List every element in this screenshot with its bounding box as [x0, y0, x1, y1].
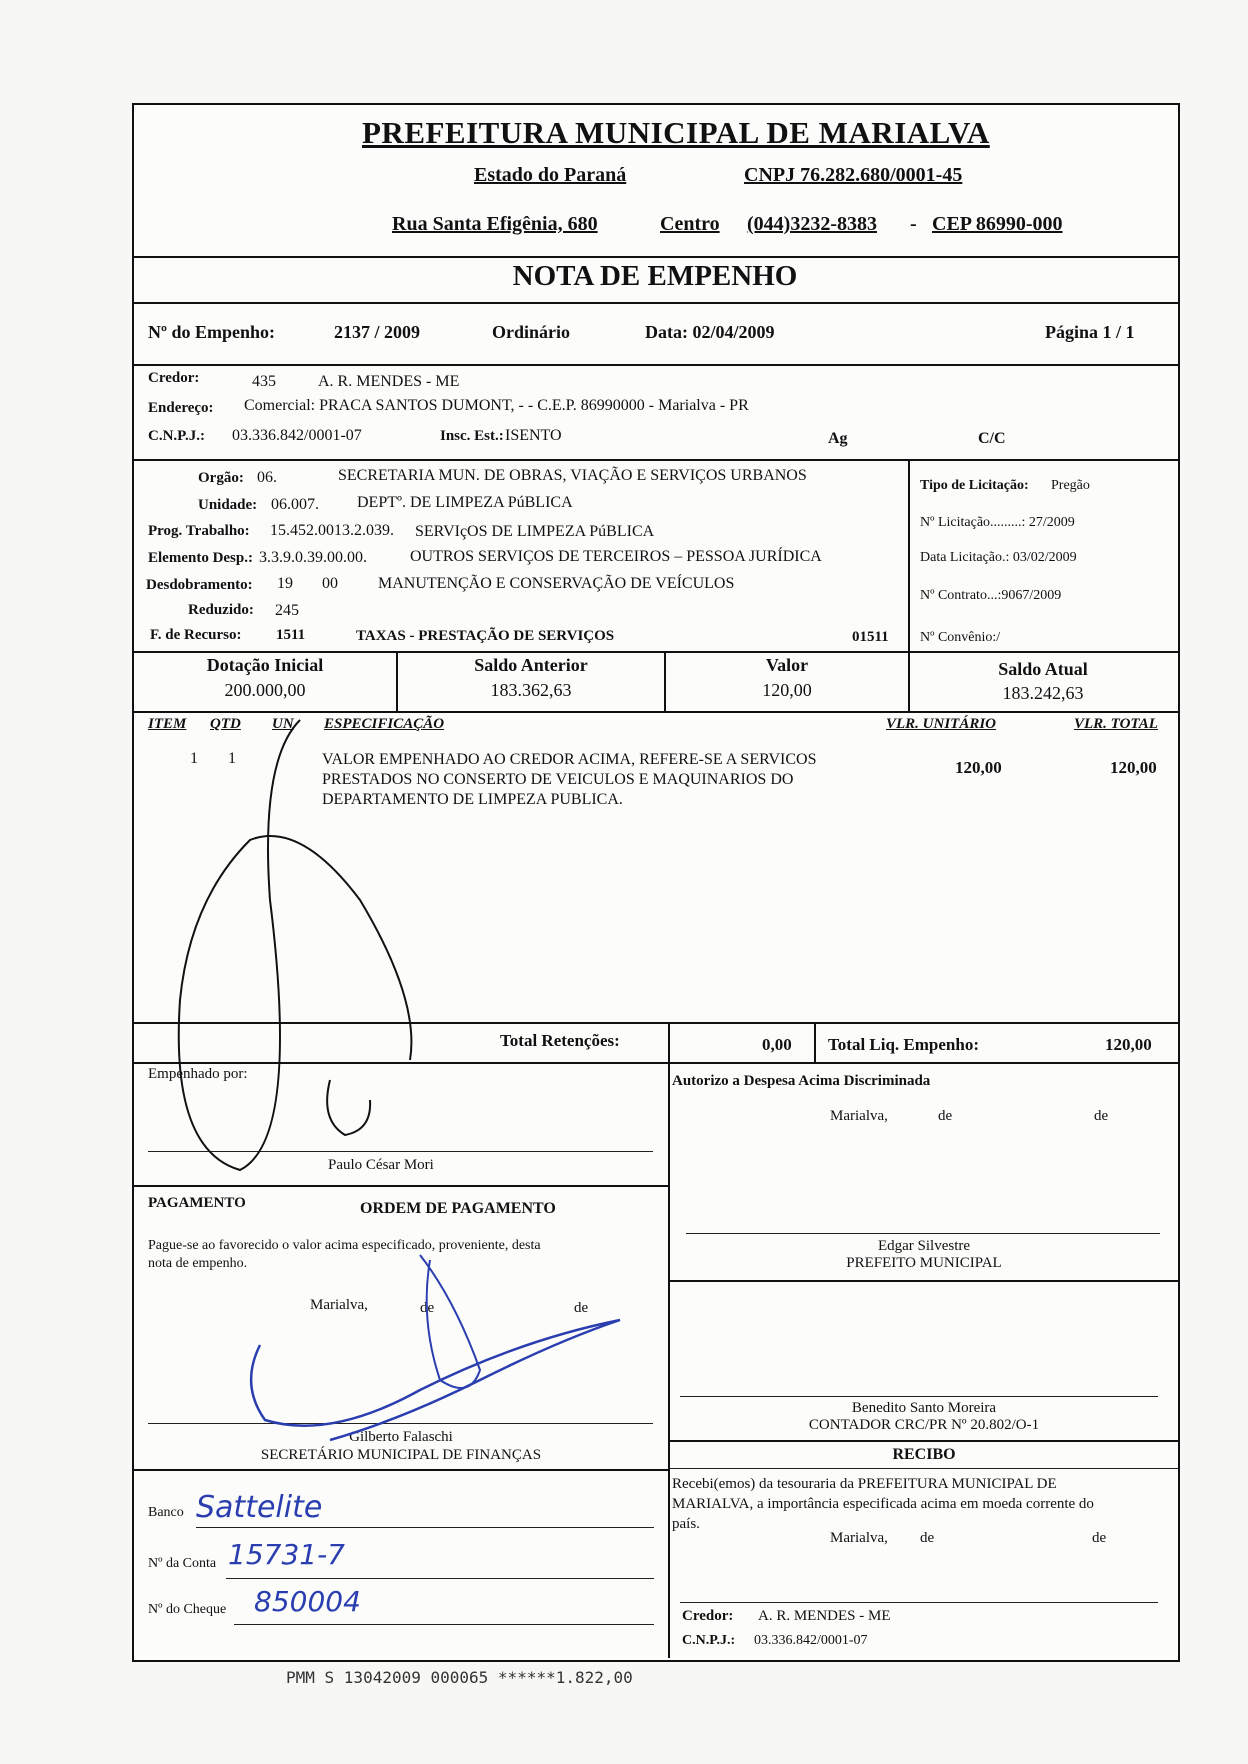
pagamento-text-1: Pague-se ao favorecido o valor acima especificado, proveniente, desta — [148, 1238, 541, 1253]
col-item: ITEM — [148, 716, 187, 732]
prefeito-role: PREFEITO MUNICIPAL — [846, 1255, 1002, 1271]
orgao-name: SECRETARIA MUN. DE OBRAS, VIAÇÃO E SERVIÇOS URBANOS — [338, 467, 807, 484]
saldo-atual-label: Saldo Atual — [998, 659, 1088, 679]
credor-label: Credor: — [148, 370, 200, 386]
table-row-item: 1 — [190, 750, 198, 767]
pagamento-city: Marialva, — [310, 1297, 368, 1313]
numero-convenio: Nº Convênio:/ — [920, 630, 1001, 645]
empenho-number: 2137 / 2009 — [334, 322, 421, 342]
empenho-label: Nº do Empenho: — [148, 322, 275, 342]
credor-code: 435 — [252, 373, 276, 390]
banco-label: Banco — [148, 1505, 184, 1520]
recibo-credor-name: A. R. MENDES - ME — [758, 1608, 891, 1624]
col-vlr-total: VLR. TOTAL — [1074, 716, 1158, 732]
recibo-text-2: MARIALVA, a importância especificada acima em moeda corrente do — [672, 1496, 1094, 1512]
contador-role: CONTADOR CRC/PR Nº 20.802/O-1 — [808, 1417, 1040, 1433]
recibo-credor-label: Credor: — [682, 1608, 734, 1624]
col-qtd: QTD — [210, 716, 241, 732]
recibo-label: RECIBO — [892, 1446, 956, 1463]
desd-name: MANUTENÇÃO E CONSERVAÇÃO DE VEÍCULOS — [378, 575, 735, 592]
state-label: Estado do Paraná — [474, 164, 627, 186]
secretario-name: Gilberto Falaschi — [349, 1429, 453, 1445]
reduzido-value: 245 — [275, 602, 299, 619]
total-retencoes-value: 0,00 — [762, 1035, 792, 1054]
total-liquido-value: 120,00 — [1105, 1035, 1152, 1054]
recibo-city: Marialva, — [830, 1530, 888, 1546]
dotacao-label: Dotação Inicial — [206, 655, 324, 675]
dotacao-value: 200.000,00 — [224, 680, 306, 700]
page-number: Página 1 / 1 — [1045, 322, 1135, 342]
spec-line-2: PRESTADOS NO CONSERTO DE VEICULOS E MAQUINARIOS DO — [322, 771, 794, 788]
cheque-handwritten: 850004 — [254, 1585, 361, 1618]
col-especificacao: ESPECIFICAÇÃO — [324, 716, 445, 732]
orgao-label: Orgão: — [198, 470, 244, 486]
header-dash: - — [910, 213, 917, 235]
table-row-total-value: 120,00 — [1110, 758, 1157, 777]
table-row-spec — [322, 750, 882, 810]
unidade-code: 06.007. — [271, 496, 319, 513]
phone-label: (044)3232-8383 — [747, 213, 877, 235]
recibo-cnpj-value: 03.336.842/0001-07 — [754, 1633, 868, 1648]
cheque-label: Nº do Cheque — [148, 1602, 227, 1617]
valor-label: Valor — [765, 655, 809, 675]
table-row-qtd: 1 — [228, 750, 236, 767]
reduzido-label: Reduzido: — [188, 602, 254, 618]
address-label: Rua Santa Efigênia, 680 — [392, 213, 598, 235]
saldo-anterior-label: Saldo Anterior — [474, 655, 588, 675]
credor-cnpj: 03.336.842/0001-07 — [232, 427, 362, 444]
ag-label: Ag — [828, 430, 848, 447]
pagamento-text-2: nota de empenho. — [148, 1256, 248, 1271]
pagamento-de-2: de — [574, 1300, 589, 1316]
col-vlr-unitario: VLR. UNITÁRIO — [886, 716, 997, 732]
desd-code-b: 00 — [322, 575, 338, 592]
elem-label: Elemento Desp.: — [148, 550, 253, 566]
saldo-anterior-value: 183.362,63 — [490, 680, 572, 700]
recibo-cnpj-label: C.N.P.J.: — [682, 1633, 736, 1648]
elem-code: 3.3.9.0.39.00.00. — [259, 549, 367, 566]
secretario-role: SECRETÁRIO MUNICIPAL DE FINANÇAS — [260, 1447, 542, 1463]
spec-line-3: DEPARTAMENTO DE LIMPEZA PUBLICA. — [322, 791, 623, 808]
prog-label: Prog. Trabalho: — [148, 523, 250, 539]
pagamento-de-1: de — [420, 1300, 435, 1316]
recibo-de-1: de — [920, 1530, 935, 1546]
prog-name: SERVIçOS DE LIMPEZA PúBLICA — [415, 523, 655, 540]
cc-label: C/C — [978, 430, 1006, 447]
autorizo-de-1: de — [938, 1108, 953, 1124]
valor-value: 120,00 — [762, 680, 812, 700]
contador-name: Benedito Santo Moreira — [851, 1400, 997, 1416]
banco-handwritten: Sattelite — [196, 1490, 323, 1525]
conta-handwritten: 15731-7 — [228, 1538, 345, 1571]
ordem-pagamento-label: ORDEM DE PAGAMENTO — [360, 1200, 556, 1217]
empenhado-label: Empenhado por: — [148, 1066, 248, 1082]
col-un: UN — [272, 716, 294, 732]
recibo-de-2: de — [1092, 1530, 1107, 1546]
orgao-code: 06. — [257, 469, 277, 486]
processing-stamp: PMM S 13042009 000065 ******1.822,00 — [286, 1668, 633, 1687]
recibo-text-1: Recebi(emos) da tesouraria da PREFEITURA MUNICIPAL DE — [672, 1476, 1057, 1492]
empenho-date: Data: 02/04/2009 — [645, 322, 775, 342]
recurso-name: TAXAS - PRESTAÇÃO DE SERVIÇOS — [356, 628, 615, 644]
prefeito-name: Edgar Silvestre — [877, 1238, 971, 1254]
address-field-label: Endereço: — [148, 400, 214, 416]
credor-cnpj-label: C.N.P.J.: — [148, 428, 205, 444]
autorizo-city: Marialva, — [830, 1108, 888, 1124]
tipo-licitacao-value: Pregão — [1051, 478, 1090, 493]
recurso-code: 1511 — [276, 627, 306, 643]
insc-label: Insc. Est.: — [440, 428, 504, 444]
desd-label: Desdobramento: — [146, 577, 253, 593]
recurso-label: F. de Recurso: — [150, 627, 242, 643]
credor-name: A. R. MENDES - ME — [318, 373, 460, 390]
tipo-licitacao-label: Tipo de Licitação: — [920, 478, 1029, 493]
recibo-text-3: país. — [672, 1516, 700, 1532]
elem-name: OUTROS SERVIÇOS DE TERCEIROS – PESSOA JURÍDICA — [410, 548, 822, 565]
empenhado-name: Paulo César Mori — [328, 1157, 434, 1173]
numero-contrato: Nº Contrato...:9067/2009 — [920, 588, 1062, 603]
doc-title: NOTA DE EMPENHO — [512, 260, 798, 292]
data-licitacao: Data Licitação.: 03/02/2009 — [920, 550, 1077, 565]
numero-licitacao: Nº Licitação.........: 27/2009 — [920, 515, 1075, 530]
table-row-unit-value: 120,00 — [955, 758, 1002, 777]
recurso-number: 01511 — [852, 629, 889, 645]
spec-line-1: VALOR EMPENHADO AO CREDOR ACIMA, REFERE-SE A SERVICOS — [322, 751, 817, 768]
unidade-label: Unidade: — [198, 497, 258, 513]
unidade-name: DEPTº. DE LIMPEZA PúBLICA — [357, 494, 573, 511]
credor-address: Comercial: PRACA SANTOS DUMONT, - - C.E.P. 86990000 - Marialva - PR — [244, 397, 749, 414]
autorizo-de-2: de — [1094, 1108, 1109, 1124]
page-title: PREFEITURA MUNICIPAL DE MARIALVA — [362, 115, 990, 150]
total-retencoes-label: Total Retenções: — [500, 1031, 620, 1050]
cep-label: CEP 86990-000 — [932, 213, 1063, 235]
desd-code-a: 19 — [277, 575, 293, 592]
conta-label: Nº da Conta — [148, 1556, 217, 1571]
insc-value: ISENTO — [505, 427, 562, 444]
autorizo-label: Autorizo a Despesa Acima Discriminada — [672, 1073, 931, 1089]
pagamento-label: PAGAMENTO — [148, 1195, 246, 1211]
saldo-atual-value: 183.242,63 — [1002, 683, 1084, 703]
cnpj-label: CNPJ 76.282.680/0001-45 — [744, 164, 963, 186]
prog-code: 15.452.0013.2.039. — [270, 522, 394, 539]
district-label: Centro — [660, 213, 720, 235]
empenho-type: Ordinário — [492, 322, 571, 342]
total-liquido-label: Total Liq. Empenho: — [828, 1035, 979, 1054]
